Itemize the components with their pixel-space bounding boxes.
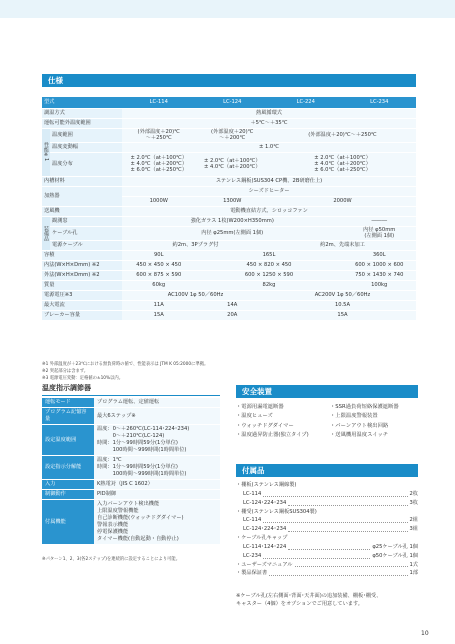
- acc-model: LC-114･124･224: [243, 543, 287, 550]
- spec-header-col: LC-114: [122, 97, 195, 108]
- table-row: [42, 456, 220, 480]
- spec-header-row: [42, 97, 416, 108]
- ctrl-value: プログラム運転、定値運転: [94, 398, 220, 408]
- leader-dots: [263, 552, 370, 559]
- table-row: [42, 128, 416, 142]
- table-row: [42, 490, 220, 500]
- section-specs: 仕様: [42, 74, 416, 87]
- row-value: 165L: [196, 250, 343, 260]
- row-value: (外部温度＋20)℃〜＋250℃: [269, 128, 416, 142]
- acc-label: ・製品保証書: [236, 570, 268, 577]
- table-row: [42, 500, 220, 545]
- list-item: [236, 552, 418, 561]
- list-item: [236, 516, 418, 525]
- row-value: 内径 φ25mm(左側面 1個): [122, 226, 342, 240]
- page-number: 10: [421, 630, 429, 637]
- row-value: (外部温度＋20)℃ 〜＋250℃: [122, 128, 195, 142]
- table-row: [42, 216, 416, 226]
- spec-table: [42, 97, 416, 321]
- row-value: ± 2.0℃（at＋100℃） ± 4.0℃（at＋200℃） ± 6.0℃（at＋250℃）: [269, 152, 416, 176]
- row-value: 750 × 1430 × 740: [342, 270, 416, 280]
- row-label: 加熱器: [42, 186, 122, 206]
- row-value: 電動機直結方式、シロッコファン: [122, 206, 416, 216]
- table-row: [42, 290, 416, 300]
- row-label: 調温方式: [42, 108, 122, 118]
- controller-table: [42, 398, 220, 545]
- safety-list-left: [236, 403, 328, 440]
- leader-dots: [288, 525, 407, 532]
- table-row: [42, 310, 416, 320]
- row-label: 容積: [42, 250, 122, 260]
- table-row: [42, 118, 416, 128]
- row-value: 600 × 1250 × 590: [196, 270, 343, 280]
- row-value: ―――: [342, 216, 416, 226]
- acc-qty: φ25ケーブル孔 1個: [372, 543, 418, 550]
- ctrl-key: プログラム記憶容量: [42, 408, 94, 425]
- acc-model: LC-234: [243, 552, 262, 559]
- controller-note: ※パターン1、2、3(各2ステップ)を連続的に設定することにより可能。: [42, 557, 181, 562]
- row-label: 最大電流: [42, 300, 122, 310]
- spec-header-model: 型式: [42, 97, 122, 108]
- list-item: [236, 569, 418, 578]
- list-item: [236, 561, 418, 570]
- ctrl-value: 最大6ステップ※: [94, 408, 220, 425]
- row-value: 14A: [196, 300, 269, 310]
- list-item: [236, 543, 418, 552]
- section-safety: 安全装置: [236, 385, 418, 398]
- row-label: 送風機: [42, 206, 122, 216]
- acc-model: LC-114: [243, 517, 262, 524]
- acc-qty: 3組: [409, 526, 418, 533]
- list-item: ・ウォッチドグダイマー: [236, 422, 294, 429]
- row-value: 内径 φ50mm (左側面 1個): [342, 226, 416, 240]
- row-value: (外部温度＋20)℃ 〜＋200℃: [196, 128, 269, 142]
- row-value: AC100V 1φ 50／60Hz: [122, 290, 269, 300]
- top-band: [0, 0, 455, 18]
- row-value: 600 × 1000 × 600: [342, 260, 416, 270]
- spec-header-col: LC-234: [342, 97, 416, 108]
- row-value: ステンレス鋼板(SUS304 CP機、2B研磨仕上): [122, 176, 416, 186]
- table-row: [42, 408, 220, 425]
- table-row: [42, 240, 416, 250]
- ctrl-key: 制御動作: [42, 490, 94, 500]
- list-item: ・ケーブル孔キャップ: [236, 535, 288, 542]
- row-label: 質量: [42, 280, 122, 290]
- row-value: 60kg: [122, 280, 195, 290]
- row-label: 運転可能外温度範囲: [42, 118, 122, 128]
- leader-dots: [269, 569, 407, 576]
- row-value: 15A: [122, 310, 195, 320]
- table-row: [42, 398, 220, 408]
- table-row: [42, 176, 416, 186]
- row-value: 100kg: [342, 280, 416, 290]
- controller-title: 温度指示調節器: [42, 383, 220, 396]
- row-value: 2000W: [269, 196, 416, 206]
- acc-qty: 1式: [409, 561, 418, 568]
- table-row: [42, 260, 416, 270]
- spec-notes: ※1 外部温度が＋23℃における無負荷時の値で、性能表示は JTM K 05:2000に準拠。 ※2 突起部分は含まず。 ※3 電源電圧変動：定格値の±10%以内。: [42, 362, 209, 381]
- row-value: ± 2.0℃（at＋100℃） ± 4.0℃（at＋200℃）: [196, 152, 269, 176]
- list-item: ・棚受(ステンレス鋼板SUS304製): [236, 508, 317, 515]
- list-item: [236, 525, 418, 534]
- row-value: ± 2.0℃（at＋100℃） ± 4.0℃（at＋200℃） ± 6.0℃（at＋250℃）: [122, 152, 195, 176]
- row-label: 電源電圧※3: [42, 290, 122, 300]
- acc-model: LC-124･224･234: [243, 499, 287, 506]
- group-label: 性能※1: [42, 128, 50, 176]
- row-value: 約2m、先端末加工: [269, 240, 416, 250]
- row-label: 内槽材料: [42, 176, 122, 186]
- row-label: 内法(W×H×Dmm) ※2: [42, 260, 122, 270]
- table-row: [42, 480, 220, 490]
- ctrl-key: 付属機能: [42, 500, 94, 545]
- acc-qty: φ50ケーブル孔 1個: [372, 552, 418, 559]
- acc-model: LC-124･224･234: [243, 526, 287, 533]
- acc-qty: 2組: [409, 517, 418, 524]
- table-row: [42, 206, 416, 216]
- table-row: [42, 152, 416, 176]
- table-row: [42, 425, 220, 456]
- table-row: [42, 300, 416, 310]
- table-row: [42, 250, 416, 260]
- ctrl-value: 温度：1℃ 時間：1分〜99時間59分(1分単位) 100時間〜999時間(1時間単位): [94, 456, 220, 480]
- leader-dots: [295, 561, 408, 568]
- list-item: ・棚板(ステンレス鋼線製): [236, 482, 297, 488]
- acc-model: LC-114: [243, 490, 262, 497]
- row-value: 1000W: [122, 196, 195, 206]
- list-item: ・送風機用温度スイッチ: [330, 431, 389, 438]
- ctrl-key: 設定指示分解能: [42, 456, 94, 480]
- row-value: 1300W: [196, 196, 269, 206]
- spec-header-col: LC-224: [269, 97, 342, 108]
- table-row: [42, 186, 416, 196]
- row-value: 82kg: [196, 280, 343, 290]
- row-value: シーズドヒーター: [122, 186, 416, 196]
- row-value: 450 × 450 × 450: [122, 260, 195, 270]
- row-value: 10.5A: [269, 300, 416, 310]
- row-label: 外法(W×H×Dmm) ※2: [42, 270, 122, 280]
- row-label: 温度範囲: [50, 128, 122, 142]
- list-item: ・温度過昇防止器(独立タイプ): [236, 431, 309, 438]
- accessories-note: ※ケーブル孔(左右側面･背面･天井面)の追加装備、棚板･棚受、 キャスター（4個）をオプションでご用意しています。: [236, 593, 382, 608]
- row-label: ブレーカー容量: [42, 310, 122, 320]
- list-item: ・上限温度警報装置: [330, 413, 378, 420]
- list-item: ・SSR過負荷短絡保護遮断器: [330, 404, 399, 410]
- acc-qty: 3枚: [409, 499, 418, 506]
- ctrl-value: 入力バーンアウト検出機能 上限温度警報機能 自己診断機能(ウォッチドグダイマー) 警報表示機能 停電保護機能 タイマー機能(自動起動・自動停止): [94, 500, 220, 545]
- list-item: ・温度ヒューズ: [236, 413, 273, 420]
- row-value: 11A: [122, 300, 195, 310]
- row-value: 360L: [342, 250, 416, 260]
- group-label: 装備品: [42, 216, 50, 250]
- safety-list-right: [330, 403, 420, 440]
- row-label: ケーブル孔: [50, 226, 122, 240]
- acc-qty: 1部: [409, 570, 418, 577]
- row-label: 電源ケーブル: [50, 240, 122, 250]
- row-value: 90L: [122, 250, 195, 260]
- accessories-list: [236, 481, 418, 578]
- row-value: 600 × 875 × 590: [122, 270, 195, 280]
- table-row: [42, 280, 416, 290]
- table-row: [42, 108, 416, 118]
- acc-qty: 2枚: [409, 490, 418, 497]
- leader-dots: [263, 490, 407, 497]
- ctrl-key: 入力: [42, 480, 94, 490]
- section-accessories: 付属品: [236, 464, 418, 477]
- row-value: 20A: [196, 310, 269, 320]
- row-label: 観測窓: [50, 216, 122, 226]
- leader-dots: [263, 516, 407, 523]
- leader-dots: [288, 543, 370, 550]
- table-row: [42, 226, 416, 240]
- row-label: 温度変動幅: [50, 142, 122, 152]
- list-item: ・バーンアウト検出回路: [330, 422, 389, 429]
- list-item: ・電源用漏電遮断器: [236, 404, 284, 410]
- list-item: [236, 499, 418, 508]
- row-label: 温度分布: [50, 152, 122, 176]
- row-value: 約2m、3Pプラグ付: [122, 240, 269, 250]
- ctrl-value: K熱電対（JIS C 1602）: [94, 480, 220, 490]
- row-value: 熱風循環式: [122, 108, 416, 118]
- row-value: ＋5℃〜＋35℃: [122, 118, 416, 128]
- row-value: 450 × 820 × 450: [196, 260, 343, 270]
- ctrl-key: 設定温度範囲: [42, 425, 94, 456]
- list-item: [236, 490, 418, 499]
- leader-dots: [288, 499, 407, 506]
- row-value: 強化ガラス 1枚(W200×H350mm): [122, 216, 342, 226]
- ctrl-value: 温度：0〜＋260℃(LC-114･224･234) 0〜＋210℃(LC-124) 時間：1分〜99時間59分(1分単位) 100時間〜999時間(1時間単位): [94, 425, 220, 456]
- ctrl-key: 運転モード: [42, 398, 94, 408]
- row-value: ± 1.0℃: [122, 142, 416, 152]
- row-value: 15A: [269, 310, 416, 320]
- spec-header-col: LC-124: [196, 97, 269, 108]
- acc-label: ・ユーザーズマニュアル: [236, 561, 293, 568]
- table-row: [42, 142, 416, 152]
- table-row: [42, 270, 416, 280]
- row-value: AC200V 1φ 50／60Hz: [269, 290, 416, 300]
- ctrl-value: PID制御: [94, 490, 220, 500]
